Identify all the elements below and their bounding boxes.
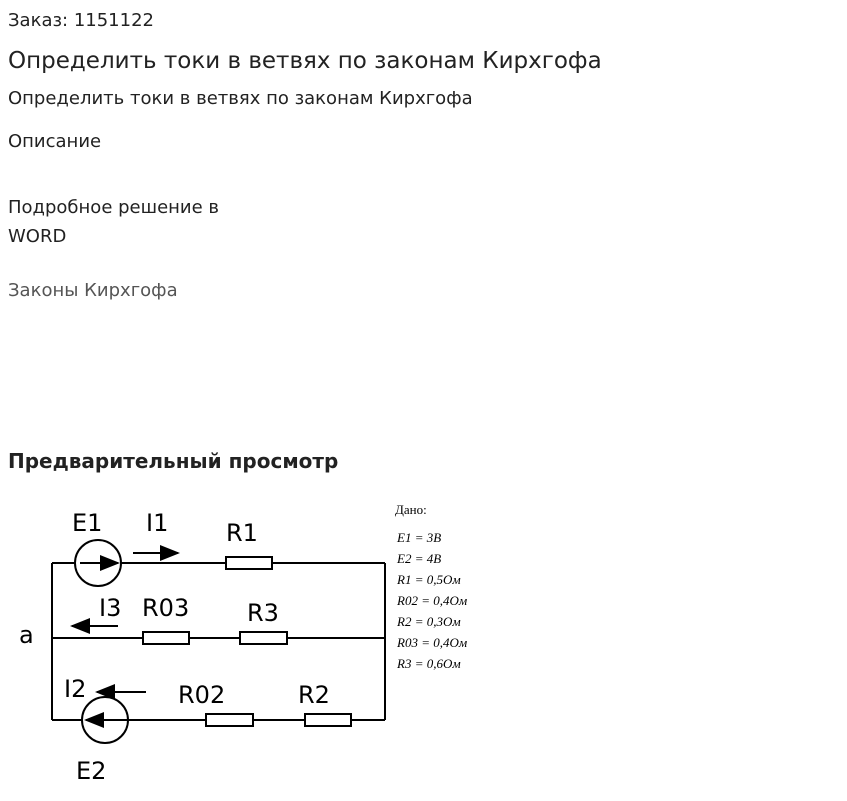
node-a-label: a — [19, 621, 34, 649]
given-line: R03 = 0,4Ом — [397, 635, 468, 650]
given-line: R02 = 0,4Ом — [397, 593, 468, 608]
preview-heading: Предварительный просмотр — [8, 449, 339, 473]
r2-label: R2 — [298, 681, 330, 709]
i2-label: I2 — [64, 675, 87, 703]
r3-resistor — [240, 632, 287, 644]
r1-resistor — [226, 557, 272, 569]
r02-label: R02 — [178, 681, 226, 709]
given-line: R3 = 0,6Ом — [397, 656, 461, 671]
description-text: Подробное решение в WORD — [8, 197, 220, 247]
i3-label: I3 — [99, 594, 122, 622]
r3-label: R3 — [247, 599, 279, 627]
page-subtitle: Определить токи в ветвях по законам Кирхгофа — [8, 88, 473, 109]
given-line: R2 = 0,3Ом — [397, 614, 461, 629]
given-line: E1 = 3B — [397, 530, 442, 545]
description-heading: Описание — [8, 131, 102, 152]
r03-label: R03 — [142, 594, 190, 622]
page-title: Определить токи в ветвях по законам Кирхгофа — [8, 48, 602, 74]
circuit-preview-image — [0, 495, 500, 795]
order-number: Заказ: 1151122 — [8, 10, 154, 31]
r2-resistor — [305, 714, 351, 726]
kirchhoff-laws-link[interactable]: Законы Кирхгофа — [8, 280, 178, 301]
e1-label: E1 — [72, 509, 103, 537]
given-line: R1 = 0,5Ом — [397, 572, 461, 587]
r02-resistor — [206, 714, 253, 726]
i1-label: I1 — [146, 509, 169, 537]
given-line: E2 = 4B — [397, 551, 442, 566]
given-title: Дано: — [395, 502, 427, 517]
r03-resistor — [143, 632, 189, 644]
e2-label: E2 — [76, 757, 107, 785]
r1-label: R1 — [226, 519, 258, 547]
